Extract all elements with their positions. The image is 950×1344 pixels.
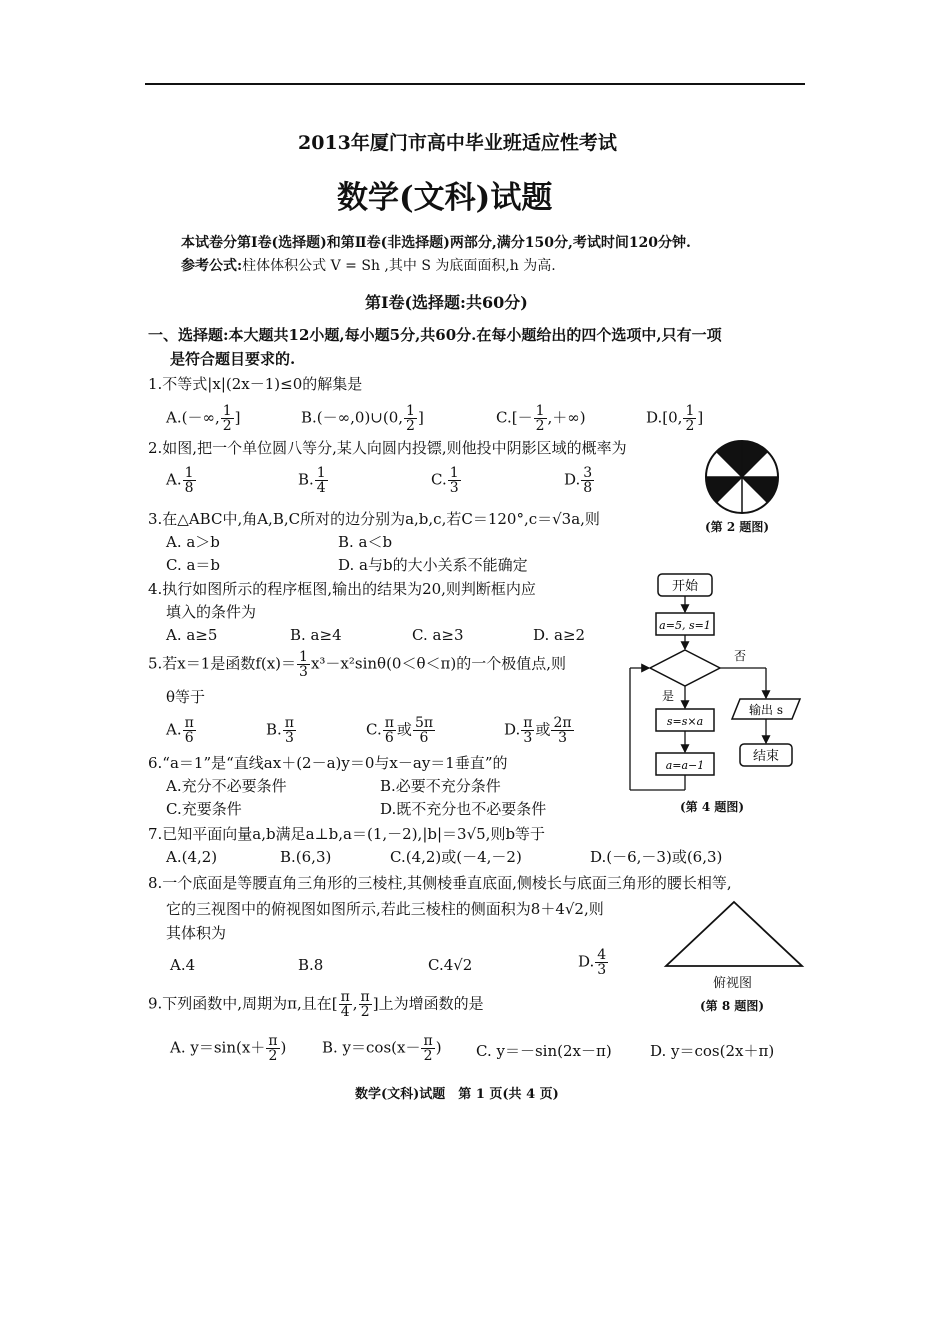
ref-formula-text: 柱体体积公式 V = Sh ,其中 S 为底面面积,h 为高.	[242, 258, 556, 274]
q4-stem-line1: 4.执行如图所示的程序框图,输出的结果为20,则判断框内应	[148, 580, 536, 598]
q4-option-c: C. a≥3	[412, 626, 464, 644]
update-s-label: s=s×a	[666, 715, 704, 728]
update-a-label: a=a−1	[665, 759, 705, 772]
q1-options	[166, 398, 726, 432]
q7-option-d: D.(－6,－3)或(6,3)	[590, 848, 723, 866]
q8-view-label: 俯视图	[713, 976, 753, 991]
q6-option-b: B.必要不充分条件	[380, 777, 501, 795]
q2-options	[166, 462, 646, 498]
q2-option-d: D. $\frac{3}{8}$	[564, 465, 593, 496]
part-title: 第Ⅰ卷(选择题:共60分)	[365, 293, 528, 312]
q1-stem: 1.不等式|x|(2x－1)≤0的解集是	[148, 375, 363, 393]
q7-option-c: C.(4,2)或(－4,－2)	[390, 848, 522, 866]
q6-stem: 6.“a＝1”是“直线ax＋(2－a)y＝0与x－ay＝1垂直”的	[148, 754, 508, 772]
q9-options	[170, 1030, 790, 1068]
top-rule	[145, 83, 805, 85]
q5-option-d: D. $\frac{\pi}{3}$ 或 $\frac{2\pi}{3}$	[504, 715, 572, 746]
q8-figure-caption: (第 8 题图)	[700, 999, 765, 1013]
q4-flowchart	[622, 568, 812, 793]
q7-option-a: A.(4,2)	[166, 848, 218, 866]
q5-stem-line2: θ等于	[166, 688, 206, 706]
subject-title: 数学(文科)试题	[337, 180, 553, 216]
q4-option-b: B. a≥4	[290, 626, 342, 644]
q9-option-b: B. y＝cos(x－ $\frac{\pi}{2}$ )	[322, 1033, 442, 1064]
q4-figure-caption: (第 4 题图)	[680, 800, 745, 814]
q3-option-d: D. a与b的大小关系不能确定	[338, 556, 528, 574]
q3-option-a: A. a＞b	[166, 533, 220, 551]
q6-option-d: D.既不充分也不必要条件	[380, 800, 547, 818]
q2-option-a: A. $\frac{1}{8}$	[166, 465, 194, 496]
q4-option-a: A. a≥5	[166, 626, 218, 644]
decision-diamond	[650, 650, 720, 686]
q2-option-c: C. $\frac{1}{3}$	[431, 465, 459, 496]
q9-option-a: A. y＝sin(x＋ $\frac{\pi}{2}$ )	[170, 1033, 287, 1064]
q8-option-b: B.8	[298, 956, 324, 974]
q2-circle-figure	[700, 440, 784, 514]
q6-option-c: C.充要条件	[166, 800, 242, 818]
start-label: 开始	[671, 579, 699, 594]
ref-label: 参考公式:	[181, 258, 243, 274]
q3-option-b: B. a＜b	[338, 533, 393, 551]
q8-stem-line2: 它的三视图中的俯视图如图所示,若此三棱柱的侧面积为8＋4√2,则	[166, 900, 604, 918]
q7-option-b: B.(6,3)	[280, 848, 332, 866]
yes-label: 是	[662, 689, 675, 703]
q1-option-c: C.[－ $\frac{1}{2}$ ,＋∞)	[496, 403, 586, 434]
init-label: a=5, s=1	[659, 619, 711, 632]
q6-option-a: A.充分不必要条件	[166, 777, 287, 795]
end-label: 结束	[752, 749, 780, 764]
q7-stem: 7.已知平面向量a,b满足a⊥b,a＝(1,－2),|b|＝3√5,则b等于	[148, 825, 546, 843]
reference-formula	[181, 255, 556, 277]
q2-stem: 2.如图,把一个单位圆八等分,某人向圆内投镖,则他投中阴影区域的概率为	[148, 439, 627, 457]
q5-stem: 5.若x＝1是函数f(x)＝ $\frac{1}{3}$ x³－x²sinθ(0＜θ＜π)的一个极值点,则	[148, 649, 566, 680]
section-heading-line1: 一、选择题:本大题共12小题,每小题5分,共60分.在每小题给出的四个选项中,只有一项	[148, 326, 722, 344]
q1-option-d: D.[0, $\frac{1}{2}$ ]	[646, 403, 704, 434]
q8-stem-line1: 8.一个底面是等腰直角三角形的三棱柱,其侧棱垂直底面,侧棱长与底面三角形的腰长相等,	[148, 874, 732, 892]
q8-options	[170, 946, 630, 984]
q8-option-a: A.4	[170, 956, 196, 974]
no-label: 否	[734, 649, 747, 663]
q2-option-b: B. $\frac{1}{4}$	[298, 465, 326, 496]
intro-text: 本试卷分第Ⅰ卷(选择题)和第Ⅱ卷(非选择题)两部分,满分150分,考试时间120分钟.	[181, 235, 691, 251]
q8-top-view-figure	[660, 898, 808, 972]
q5-options	[166, 712, 626, 752]
q8-stem-line3: 其体积为	[166, 924, 227, 942]
q8-option-d: D. $\frac{4}{3}$	[578, 947, 607, 978]
q4-stem-line2: 填入的条件为	[166, 603, 257, 621]
q5-option-a: A. $\frac{\pi}{6}$	[166, 715, 194, 746]
q2-figure-caption: (第 2 题图)	[705, 520, 770, 534]
top-view-triangle	[666, 902, 802, 966]
page-footer: 数学(文科)试题 第 1 页(共 4 页)	[355, 1087, 559, 1102]
q3-stem: 3.在△ABC中,角A,B,C所对的边分别为a,b,c,若C＝120°,c＝√3a,则	[148, 510, 600, 528]
q9-stem: 9.下列函数中,周期为π,且在[ $\frac{\pi}{4}$ , $\frac{\pi}{2}$ ]上为增函数的是	[148, 989, 484, 1020]
q5-option-b: B. $\frac{\pi}{3}$	[266, 715, 294, 746]
output-label: 输出 s	[749, 703, 783, 717]
q1-option-a: A.(－∞, $\frac{1}{2}$ ]	[166, 403, 241, 434]
q8-option-c: C.4√2	[428, 956, 473, 974]
q1-option-b: B.(－∞,0)∪(0, $\frac{1}{2}$ ]	[301, 403, 424, 434]
q5-option-c: C. $\frac{\pi}{6}$ 或 $\frac{5\pi}{6}$	[366, 715, 434, 746]
q9-option-d: D. y＝cos(2x＋π)	[650, 1042, 775, 1060]
exam-title: 2013年厦门市高中毕业班适应性考试	[298, 132, 617, 154]
q3-option-c: C. a＝b	[166, 556, 221, 574]
q4-option-d: D. a≥2	[533, 626, 586, 644]
section-heading-line2: 是符合题目要求的.	[170, 350, 296, 368]
q9-option-c: C. y＝－sin(2x－π)	[476, 1042, 612, 1060]
